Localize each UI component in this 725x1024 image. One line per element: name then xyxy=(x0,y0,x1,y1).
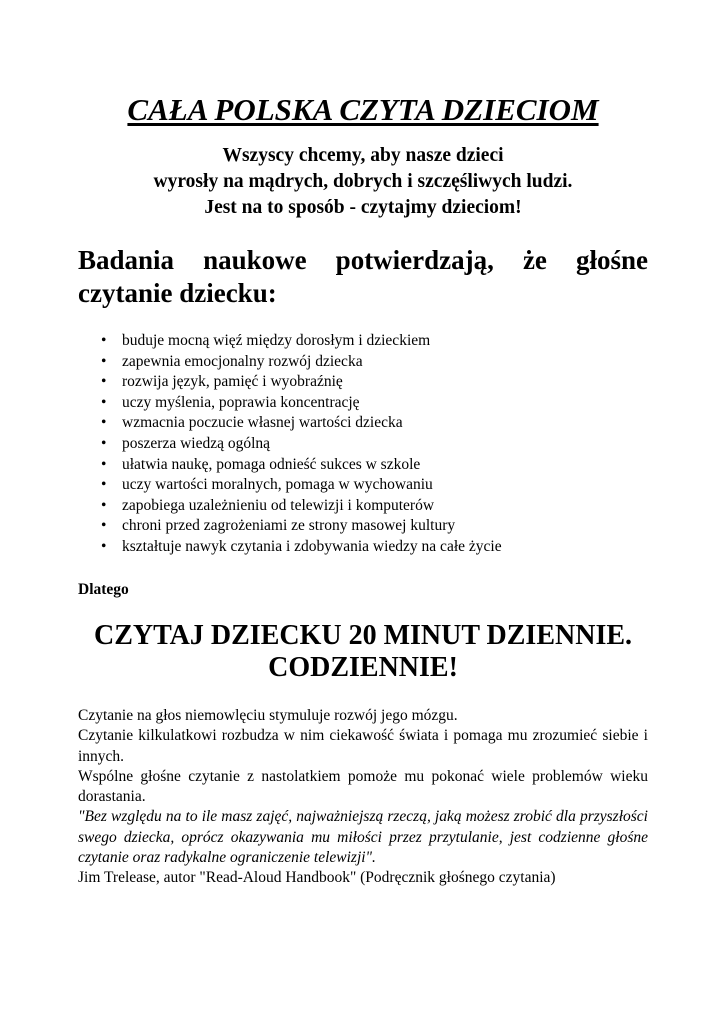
paragraph-teen: Wspólne głośne czytanie z nastolatkiem pomoże mu pokonać wiele problemów wieku dorastania. xyxy=(78,767,648,806)
heading-line-2: czytanie dziecku: xyxy=(78,278,277,308)
heading-line-1 xyxy=(78,244,648,277)
list-item-text: ułatwia naukę, pomaga odnieść sukces w szkole xyxy=(122,455,421,473)
page-title: CAŁA POLSKA CZYTA DZIECIOM xyxy=(127,92,599,127)
list-item-text: rozwija język, pamięć i wyobraźnię xyxy=(122,373,343,391)
list-item-text: chroni przed zagrożeniami ze strony masowej kultury xyxy=(122,517,456,535)
list-item xyxy=(78,393,502,414)
bullet-icon: • xyxy=(101,373,107,391)
list-item-text: uczy wartości moralnych, pomaga w wychowaniu xyxy=(122,476,433,494)
list-item xyxy=(78,352,502,373)
list-item-text: uczy myślenia, poprawia koncentrację xyxy=(122,393,360,411)
body-text xyxy=(78,706,648,889)
list-item xyxy=(78,331,502,352)
callout-heading xyxy=(78,620,648,684)
list-item xyxy=(78,413,502,434)
bullet-icon: • xyxy=(101,332,107,349)
list-item xyxy=(78,434,502,455)
benefits-list xyxy=(78,331,502,558)
heading-word: głośne xyxy=(575,245,648,275)
bullet-icon: • xyxy=(101,476,107,494)
bullet-icon: • xyxy=(101,517,107,535)
heading-word: Badania xyxy=(78,245,175,275)
quote: "Bez względu na to ile masz zajęć, najważniejszą rzeczą, jaką możesz zrobić dla przyszłości swego dziecka, oprócz okazywania mu miłości przez przytulanie, jest codzienne głośne czytanie oraz radykalne ograniczenie telewizji". xyxy=(78,808,648,867)
list-item-text: poszerza wiedzą ogólną xyxy=(122,434,271,452)
list-item xyxy=(78,537,502,558)
bullet-icon: • xyxy=(101,496,107,514)
bullet-icon: • xyxy=(101,393,107,411)
list-item xyxy=(78,475,502,496)
callout-line: CZYTAJ DZIECKU 20 MINUT DZIENNIE. xyxy=(93,620,633,651)
list-item xyxy=(78,496,502,517)
bullet-icon: • xyxy=(101,455,107,473)
heading-word: że xyxy=(522,245,547,275)
paragraph-infant: Czytanie na głos niemowlęciu stymuluje rozwój jego mózgu. xyxy=(78,707,458,724)
bullet-icon: • xyxy=(101,352,107,370)
list-item xyxy=(78,372,502,393)
subtitle-line: Wszyscy chcemy, aby nasze dzieci xyxy=(222,145,504,166)
subtitle-line: wyrosły na mądrych, dobrych i szczęśliwych ludzi. xyxy=(153,171,573,192)
subtitle-line: Jest na to sposób - czytajmy dzieciom! xyxy=(204,197,522,218)
paragraph-toddler: Czytanie kilkulatkowi rozbudza w nim ciekawość świata i pomaga mu zrozumieć siebie i innych. xyxy=(78,727,648,765)
subtitle xyxy=(78,143,648,221)
list-item-text: zapewnia emocjonalny rozwój dziecka xyxy=(122,352,363,370)
bullet-icon: • xyxy=(101,414,107,432)
list-item-text: kształtuje nawyk czytania i zdobywania wiedzy na całe życie xyxy=(122,537,502,555)
list-item xyxy=(78,516,502,537)
bullet-icon: • xyxy=(101,434,107,452)
list-item-text: buduje mocną więź między dorosłym i dzieckiem xyxy=(122,332,431,349)
list-item-text: zapobiega uzależnieniu od telewizji i komputerów xyxy=(122,496,435,514)
quote-attribution: Jim Trelease, autor "Read-Aloud Handbook" (Podręcznik głośnego czytania) xyxy=(78,869,556,887)
section-heading xyxy=(78,244,648,310)
dlatego-label: Dlatego xyxy=(78,581,129,598)
list-item xyxy=(78,455,502,476)
list-item-text: wzmacnia poczucie własnej wartości dziecka xyxy=(122,414,403,432)
heading-word: potwierdzają, xyxy=(335,245,494,275)
callout-line: CODZIENNIE! xyxy=(268,652,458,683)
bullet-icon: • xyxy=(101,537,107,555)
heading-word: naukowe xyxy=(203,245,307,275)
